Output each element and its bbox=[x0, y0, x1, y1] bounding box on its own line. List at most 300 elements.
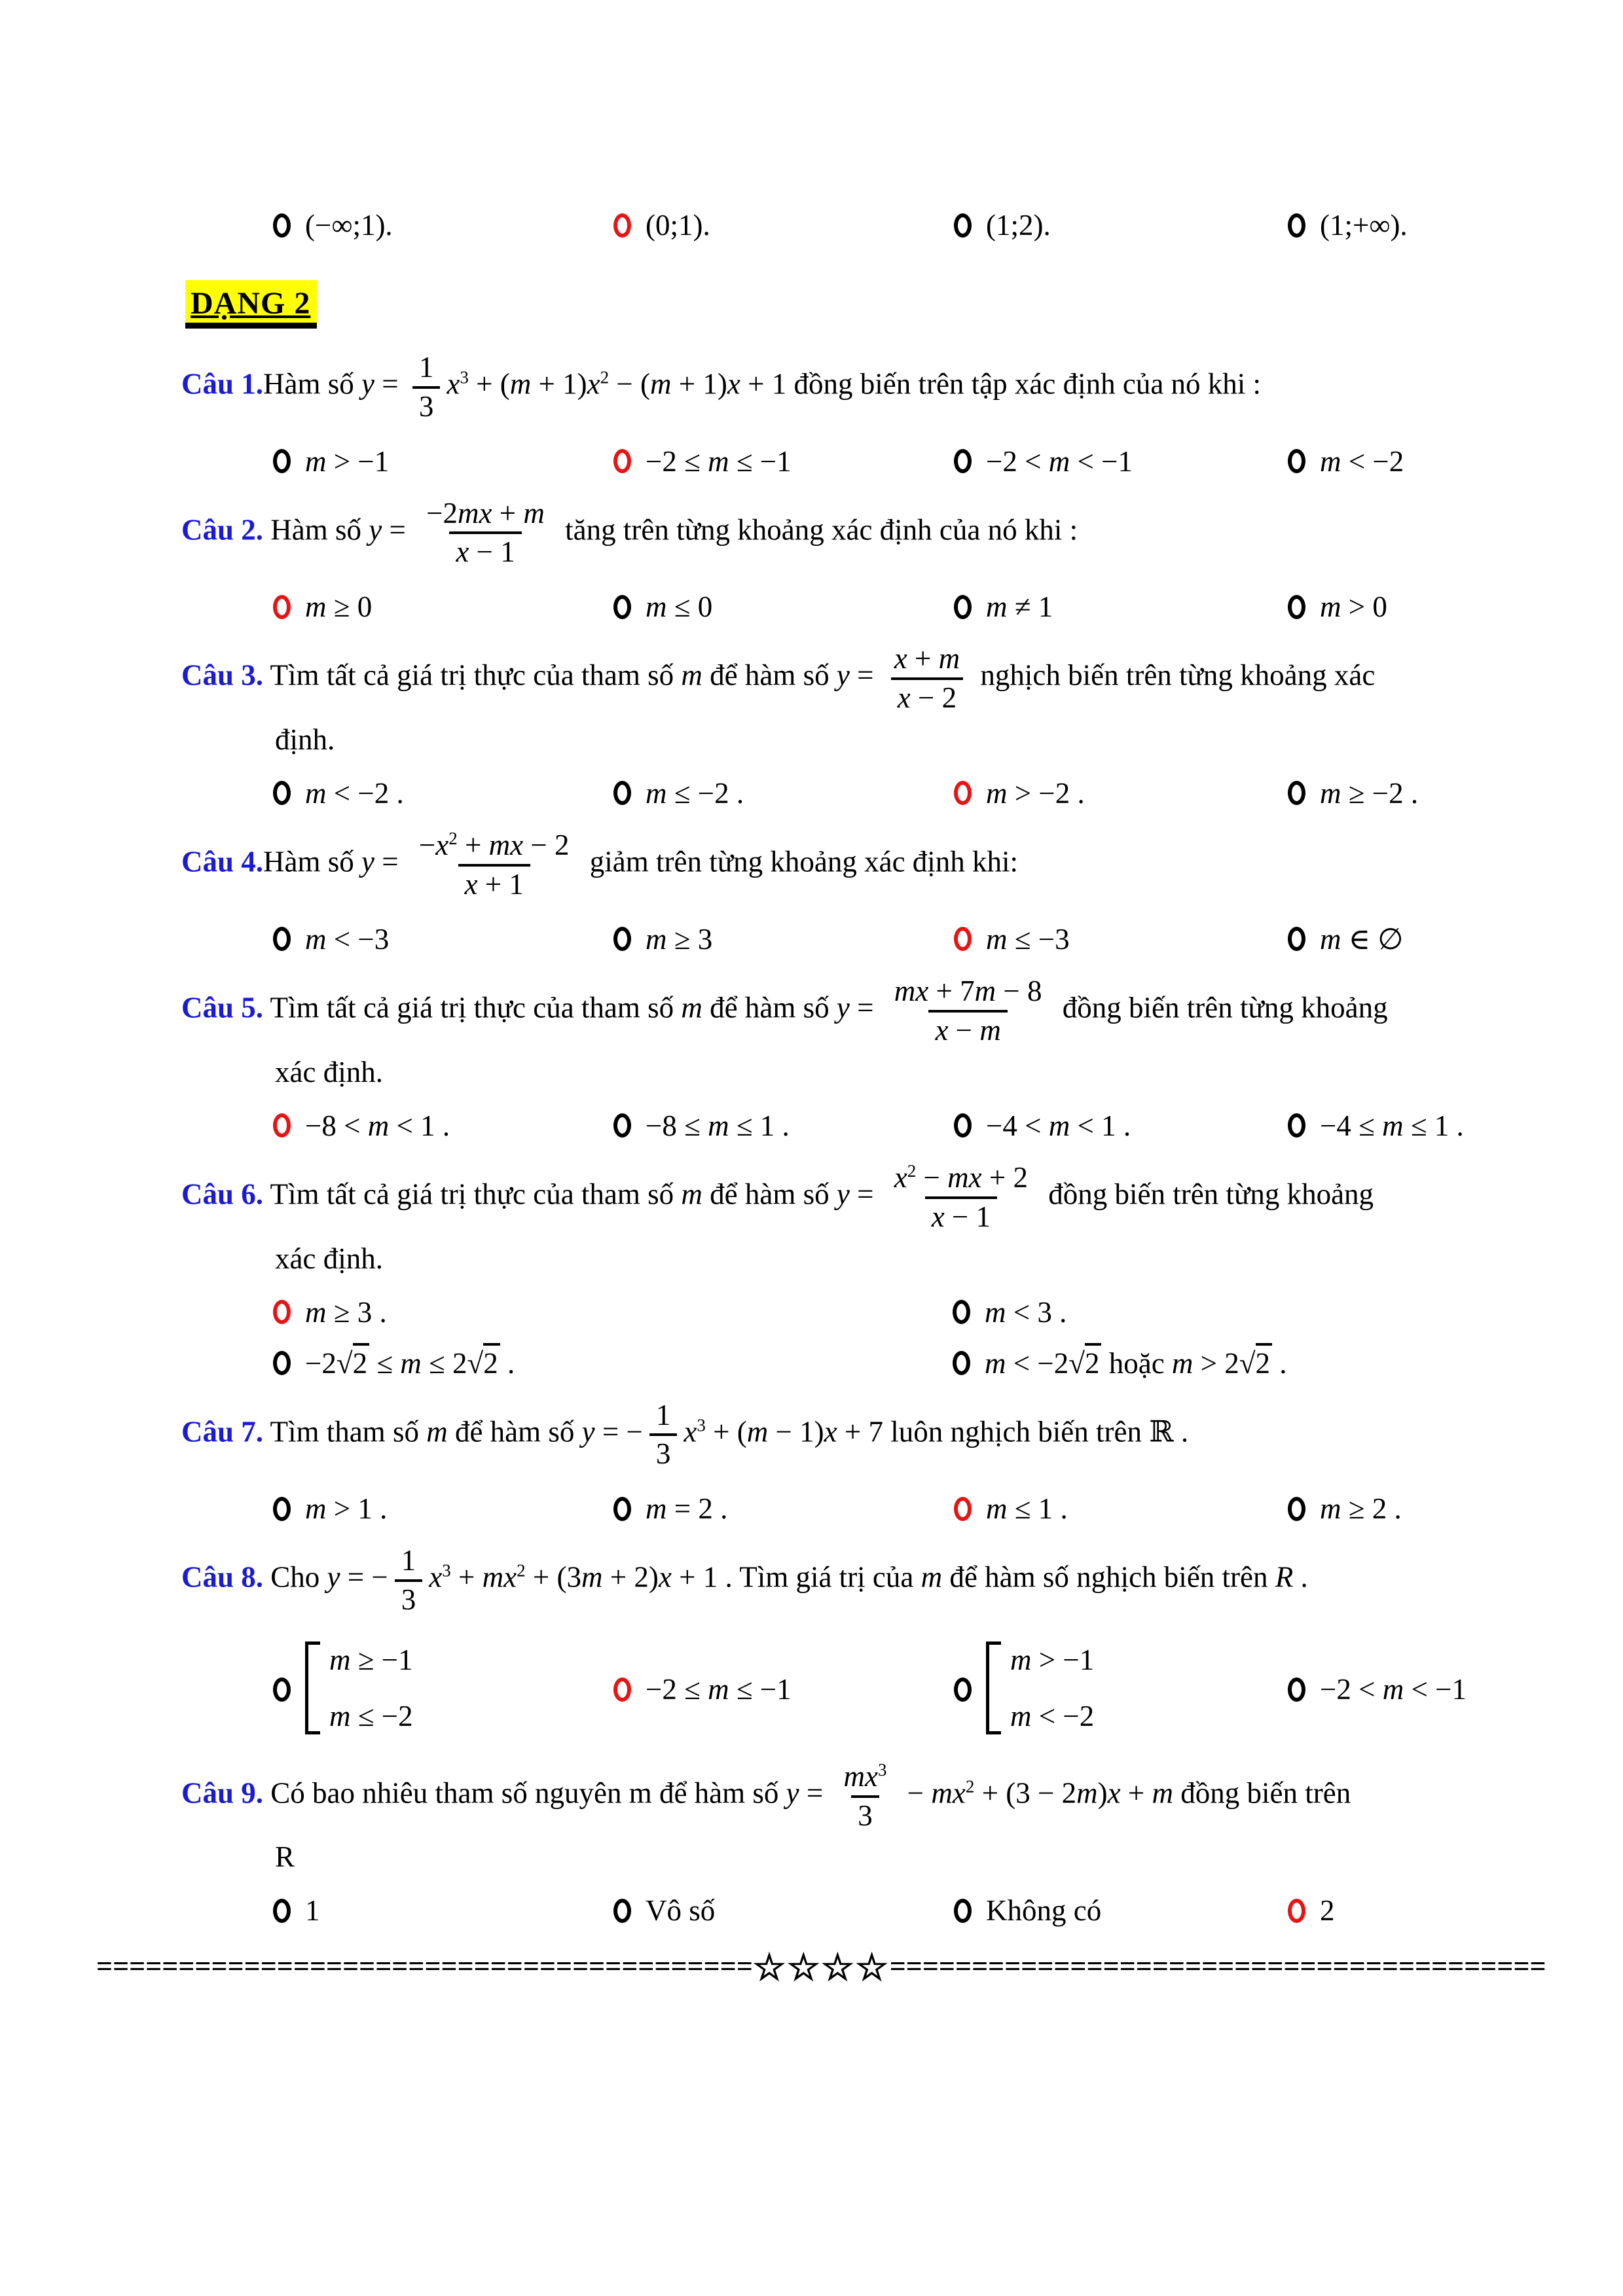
answer-radio-selected[interactable] bbox=[273, 595, 291, 619]
fraction-denominator bbox=[891, 677, 963, 713]
answer-text bbox=[305, 1638, 413, 1742]
answer-radio[interactable] bbox=[1288, 1497, 1305, 1521]
answer-radio-selected[interactable] bbox=[613, 1677, 631, 1702]
text-run: Hàm số bbox=[263, 367, 362, 401]
answer-options-row bbox=[273, 444, 1472, 478]
answer-radio[interactable] bbox=[1288, 1677, 1305, 1702]
section-heading-text: DẠNG 2 bbox=[191, 286, 311, 321]
text-run: đồng biến trên từng khoảng bbox=[1041, 1177, 1374, 1211]
answer-option[interactable] bbox=[1288, 922, 1472, 956]
fraction-numerator bbox=[888, 976, 1049, 1010]
answer-radio[interactable] bbox=[273, 1899, 291, 1923]
answer-option[interactable] bbox=[613, 444, 954, 478]
math-run: −4 < m < 1 . bbox=[986, 1109, 1131, 1142]
math-run: x − m bbox=[935, 1014, 1001, 1047]
answer-option[interactable] bbox=[1288, 590, 1472, 624]
question-body bbox=[181, 1397, 1472, 1473]
math-run: 1 bbox=[401, 1544, 416, 1577]
question-body bbox=[181, 1543, 1472, 1618]
answer-option[interactable] bbox=[613, 1893, 954, 1928]
math-run: + (m + 1)x bbox=[468, 367, 600, 401]
answer-radio[interactable] bbox=[613, 781, 631, 805]
fraction-numerator bbox=[412, 352, 441, 386]
math-run: m > 2 bbox=[1171, 1346, 1239, 1380]
math-run: y = − bbox=[327, 1560, 388, 1594]
answer-option[interactable] bbox=[273, 1492, 613, 1526]
answer-radio[interactable] bbox=[954, 1113, 972, 1138]
answer-radio-selected[interactable] bbox=[273, 1113, 291, 1138]
fraction-denominator bbox=[449, 531, 521, 567]
answer-radio-selected[interactable] bbox=[954, 781, 972, 805]
answer-text bbox=[305, 1109, 450, 1143]
answer-option[interactable] bbox=[273, 1893, 613, 1928]
answer-text bbox=[305, 1346, 515, 1380]
fraction-numerator bbox=[888, 1162, 1034, 1196]
question-label: Câu 9. bbox=[181, 1776, 264, 1810]
math-run: mx bbox=[843, 1759, 879, 1793]
answer-text bbox=[305, 444, 389, 478]
math-run: −2 bbox=[305, 1346, 337, 1380]
answer-text bbox=[986, 444, 1133, 478]
text-run: Vô số bbox=[646, 1894, 716, 1928]
question-8 bbox=[181, 1543, 1472, 1742]
answer-options-row bbox=[273, 1492, 1472, 1526]
text-run: đồng biến trên từng khoảng bbox=[1055, 992, 1388, 1024]
math-run: m ≤ 1 . bbox=[986, 1492, 1068, 1526]
answer-text bbox=[986, 1638, 1094, 1742]
answer-text bbox=[646, 1672, 792, 1706]
answer-option[interactable] bbox=[613, 590, 954, 624]
text-run: để hàm số bbox=[702, 992, 837, 1024]
math-run: m < −2 bbox=[985, 1346, 1069, 1380]
answer-text bbox=[1320, 1492, 1402, 1526]
answer-radio-selected[interactable] bbox=[273, 1300, 291, 1324]
question-9 bbox=[181, 1759, 1472, 1928]
math-run: −2 < m < −1 bbox=[1320, 1673, 1467, 1706]
math-run: − mx + 2 bbox=[916, 1160, 1028, 1194]
math-run: x bbox=[447, 367, 460, 401]
question-label: Câu 5. bbox=[181, 992, 264, 1024]
answer-text bbox=[305, 590, 372, 624]
superscript: 2 bbox=[965, 1776, 975, 1797]
math-run: −2 < m < −1 bbox=[986, 444, 1133, 478]
question-body bbox=[181, 1160, 1472, 1235]
fraction bbox=[395, 1545, 423, 1615]
answer-option[interactable] bbox=[1288, 776, 1472, 810]
fraction-numerator bbox=[837, 1761, 894, 1795]
answer-option[interactable] bbox=[273, 922, 613, 956]
math-run: 3 bbox=[655, 1437, 671, 1471]
answer-radio[interactable] bbox=[1288, 449, 1305, 473]
question-body bbox=[181, 350, 1472, 425]
text-run: định. bbox=[275, 723, 335, 756]
answer-option[interactable] bbox=[954, 1638, 1288, 1742]
answer-option[interactable] bbox=[613, 1492, 954, 1526]
math-run: 1 bbox=[418, 351, 434, 384]
answer-radio[interactable] bbox=[1288, 927, 1305, 951]
fraction bbox=[837, 1761, 894, 1831]
answer-option[interactable] bbox=[613, 922, 954, 956]
math-run: m = 2 . bbox=[646, 1492, 728, 1526]
system-line: m ≥ −1 bbox=[329, 1643, 413, 1676]
answer-text bbox=[305, 1893, 320, 1928]
question-1 bbox=[181, 350, 1472, 478]
text-run: Hàm số bbox=[263, 513, 369, 547]
answer-options-row bbox=[273, 1295, 1472, 1380]
text-run: hoặc bbox=[1101, 1346, 1172, 1380]
math-run: −2 ≤ m ≤ −1 bbox=[646, 1673, 792, 1706]
text-run: . Tìm giá trị của bbox=[725, 1560, 921, 1594]
math-run: −8 < m < 1 . bbox=[305, 1109, 450, 1142]
answer-radio[interactable] bbox=[273, 1497, 291, 1521]
math-run: m bbox=[921, 1560, 943, 1594]
separator-line bbox=[96, 1950, 1622, 1986]
math-run: 3 bbox=[401, 1583, 416, 1616]
text-run: nghịch biến trên từng khoảng xác bbox=[973, 658, 1376, 692]
text-run: . bbox=[1293, 1560, 1308, 1594]
sqrt-radical-icon: √ bbox=[336, 1346, 353, 1380]
question-continuation bbox=[275, 723, 1472, 757]
answer-radio[interactable] bbox=[613, 1113, 631, 1138]
answer-radio[interactable] bbox=[273, 1351, 291, 1375]
answer-radio[interactable] bbox=[1288, 595, 1305, 619]
math-run: − mx bbox=[900, 1776, 966, 1810]
left-bracket-icon bbox=[986, 1641, 1001, 1734]
answer-radio[interactable] bbox=[613, 927, 631, 951]
math-run: m > −1 bbox=[305, 444, 390, 478]
text-run: Có bao nhiêu tham số nguyên m để hàm số bbox=[263, 1776, 786, 1810]
answer-option[interactable] bbox=[273, 1295, 953, 1329]
answer-text bbox=[985, 1346, 1287, 1380]
answer-option[interactable] bbox=[1288, 444, 1472, 478]
math-run: + (m − 1)x + 7 bbox=[705, 1415, 891, 1448]
answer-radio-selected[interactable] bbox=[1288, 1899, 1305, 1923]
sqrt-argument: 2 bbox=[483, 1343, 500, 1380]
question-body bbox=[181, 827, 1472, 903]
answer-text bbox=[1320, 776, 1418, 810]
math-run: y = − bbox=[581, 1415, 643, 1448]
math-run: m ≤ −2 . bbox=[646, 776, 744, 810]
answer-text bbox=[646, 776, 744, 810]
math-run: m ≠ 1 bbox=[986, 590, 1053, 624]
math-run: 1 bbox=[655, 1398, 671, 1431]
superscript: 3 bbox=[697, 1415, 706, 1435]
fraction-denominator bbox=[412, 386, 441, 422]
sqrt-radical-icon: √ bbox=[467, 1346, 484, 1380]
math-run: m ≤ −3 bbox=[986, 922, 1070, 956]
math-run: m ≥ −2 . bbox=[1320, 776, 1419, 810]
system-line: m > −1 bbox=[1010, 1643, 1095, 1676]
answer-radio[interactable] bbox=[613, 1899, 631, 1923]
math-run: 2 bbox=[1320, 1894, 1335, 1928]
answer-option[interactable] bbox=[613, 1672, 954, 1706]
superscript: 2 bbox=[907, 1160, 917, 1181]
sqrt-argument: 2 bbox=[1256, 1343, 1273, 1380]
text-run: đồng biến trên bbox=[1180, 1776, 1351, 1810]
equation-system bbox=[986, 1638, 1094, 1738]
answer-options-row bbox=[273, 922, 1472, 956]
answer-radio[interactable] bbox=[954, 1677, 972, 1702]
math-run: −4 ≤ m ≤ 1 . bbox=[1320, 1109, 1464, 1142]
question-body bbox=[181, 973, 1472, 1049]
answer-radio[interactable] bbox=[954, 213, 972, 238]
answer-option[interactable] bbox=[954, 922, 1288, 956]
sqrt bbox=[1068, 1343, 1101, 1380]
text-run: Không có bbox=[986, 1894, 1102, 1928]
answer-option[interactable] bbox=[1288, 1492, 1472, 1526]
text-run: Cho bbox=[263, 1560, 327, 1594]
answer-text bbox=[986, 590, 1053, 624]
math-run: + (3m + 2)x + 1 bbox=[525, 1560, 725, 1594]
math-run: (0;1). bbox=[646, 209, 710, 242]
answer-radio-selected[interactable] bbox=[613, 213, 631, 238]
sqrt bbox=[337, 1343, 369, 1380]
answer-radio[interactable] bbox=[953, 1300, 970, 1324]
question-label: Câu 8. bbox=[181, 1560, 264, 1594]
system-line: m ≤ −2 bbox=[329, 1699, 413, 1732]
answer-radio[interactable] bbox=[613, 1497, 631, 1521]
answer-text bbox=[305, 208, 393, 242]
answer-option[interactable] bbox=[953, 1295, 1472, 1329]
answer-option[interactable] bbox=[954, 1492, 1288, 1526]
math-run: y = bbox=[836, 658, 881, 692]
superscript: 2 bbox=[517, 1560, 526, 1581]
question-body bbox=[181, 641, 1472, 716]
math-run: (−∞;1). bbox=[305, 209, 393, 242]
answer-radio[interactable] bbox=[1288, 213, 1305, 238]
math-run: m ≥ 3 bbox=[646, 922, 713, 956]
math-run: m > 1 . bbox=[305, 1492, 388, 1526]
star-divider: ☆☆☆☆ bbox=[752, 1950, 890, 1987]
answer-option[interactable] bbox=[273, 208, 613, 242]
sqrt-argument: 2 bbox=[1085, 1343, 1102, 1380]
answer-text bbox=[1320, 1893, 1335, 1928]
math-run: + (3 − 2m)x + m bbox=[974, 1776, 1174, 1810]
math-run: m bbox=[681, 658, 702, 692]
answer-option[interactable] bbox=[954, 444, 1288, 478]
math-run: . bbox=[1272, 1346, 1287, 1380]
question-body bbox=[181, 1759, 1472, 1834]
question-continuation bbox=[275, 1840, 1472, 1874]
superscript: 2 bbox=[600, 367, 610, 387]
question-label: Câu 3. bbox=[181, 658, 264, 692]
question-label: Câu 6. bbox=[181, 1177, 264, 1211]
answer-option[interactable] bbox=[1288, 1109, 1472, 1143]
answer-radio[interactable] bbox=[1288, 1113, 1305, 1138]
fraction bbox=[888, 1162, 1034, 1232]
answer-text bbox=[646, 1893, 715, 1928]
question-continuation bbox=[275, 1055, 1472, 1089]
text-run: Tìm tất cả giá trị thực của tham số bbox=[263, 1177, 682, 1211]
question-label: Câu 1. bbox=[181, 367, 264, 401]
math-run: m ∈ ∅ bbox=[1320, 923, 1404, 956]
answer-radio[interactable] bbox=[954, 595, 972, 619]
math-run: R bbox=[1275, 1560, 1294, 1594]
answer-radio[interactable] bbox=[273, 449, 291, 473]
answer-option[interactable] bbox=[273, 1109, 613, 1143]
answer-option[interactable] bbox=[613, 208, 954, 242]
fraction-denominator bbox=[925, 1196, 997, 1232]
system-lines bbox=[1010, 1638, 1094, 1738]
answer-radio[interactable] bbox=[273, 781, 291, 805]
math-run: + mx − 2 bbox=[457, 828, 570, 861]
fraction-numerator bbox=[420, 498, 551, 532]
math-run: 3 bbox=[858, 1799, 873, 1832]
answer-option[interactable] bbox=[273, 1346, 953, 1380]
math-run: m > −2 . bbox=[986, 776, 1085, 810]
math-run: m < −2 bbox=[1320, 444, 1404, 478]
math-run: −x bbox=[418, 828, 449, 861]
answer-radio[interactable] bbox=[273, 927, 291, 951]
math-run: x bbox=[894, 1160, 907, 1194]
fraction-denominator bbox=[458, 864, 530, 900]
math-run: mx + 7m − 8 bbox=[894, 975, 1042, 1008]
answer-text bbox=[1320, 590, 1387, 624]
sqrt-radical-icon: √ bbox=[1068, 1346, 1085, 1380]
sqrt bbox=[1239, 1343, 1272, 1380]
fraction bbox=[412, 830, 576, 900]
math-run: m bbox=[426, 1415, 448, 1448]
fraction-numerator bbox=[412, 830, 576, 864]
answer-text bbox=[646, 590, 712, 624]
math-run: x bbox=[429, 1560, 443, 1594]
math-run: m bbox=[681, 992, 702, 1024]
math-run: . bbox=[500, 1346, 515, 1380]
answer-radio-selected[interactable] bbox=[954, 1497, 972, 1521]
answer-option[interactable] bbox=[954, 776, 1288, 810]
answer-radio-selected[interactable] bbox=[613, 449, 631, 473]
answer-option[interactable] bbox=[273, 444, 613, 478]
question-label: Câu 7. bbox=[181, 1415, 264, 1448]
math-run: m ≥ 3 . bbox=[305, 1295, 387, 1329]
sqrt-argument: 2 bbox=[353, 1343, 370, 1380]
answer-option[interactable] bbox=[954, 208, 1288, 242]
fraction-numerator bbox=[649, 1400, 678, 1434]
answer-option[interactable] bbox=[613, 1109, 954, 1143]
answer-option[interactable] bbox=[953, 1346, 1472, 1380]
answer-options-row bbox=[273, 776, 1472, 810]
answer-option[interactable] bbox=[954, 1109, 1288, 1143]
answer-options-row bbox=[273, 1109, 1472, 1143]
answer-option[interactable] bbox=[954, 590, 1288, 624]
answer-option[interactable] bbox=[273, 590, 613, 624]
text-run: để hàm số nghịch biến trên bbox=[942, 1560, 1275, 1594]
math-run: x − 1 bbox=[456, 535, 515, 569]
answer-radio[interactable] bbox=[1288, 781, 1305, 805]
answer-radio[interactable] bbox=[954, 1899, 972, 1923]
question-label: Câu 2. bbox=[181, 513, 264, 547]
text-run: giảm trên từng khoảng xác định khi: bbox=[582, 845, 1019, 878]
answer-radio-selected[interactable] bbox=[954, 927, 972, 951]
math-run: y = bbox=[361, 367, 406, 401]
math-run: − (m + 1)x + 1 bbox=[609, 367, 794, 401]
answer-option[interactable] bbox=[1288, 1893, 1472, 1928]
math-run: ℝ bbox=[1149, 1415, 1174, 1448]
answer-text bbox=[1320, 444, 1404, 478]
answer-text bbox=[305, 922, 389, 956]
question-label: Câu 4. bbox=[181, 845, 264, 878]
answer-radio[interactable] bbox=[273, 1677, 291, 1702]
superscript: 3 bbox=[878, 1759, 887, 1780]
answer-text bbox=[1320, 1109, 1464, 1143]
answer-options-row bbox=[273, 1638, 1472, 1742]
fraction bbox=[888, 643, 966, 713]
answer-text bbox=[646, 444, 792, 478]
text-run: tăng trên từng khoảng xác định của nó khi : bbox=[557, 513, 1078, 547]
fraction bbox=[649, 1400, 678, 1470]
math-run: m < −2 . bbox=[305, 776, 404, 810]
question-7 bbox=[181, 1397, 1472, 1526]
math-run: y = bbox=[786, 1776, 831, 1810]
answer-text bbox=[646, 1492, 727, 1526]
question-3 bbox=[181, 641, 1472, 810]
math-run: −2 ≤ m ≤ −1 bbox=[646, 444, 792, 478]
text-run: Hàm số bbox=[263, 845, 362, 878]
text-run: xác định. bbox=[275, 1055, 383, 1088]
answer-radio[interactable] bbox=[273, 213, 291, 238]
fraction bbox=[888, 976, 1049, 1046]
fraction-denominator bbox=[851, 1795, 879, 1831]
answer-text bbox=[305, 776, 404, 810]
text-run: luôn nghịch biến trên bbox=[890, 1415, 1150, 1448]
superscript: 3 bbox=[442, 1560, 451, 1581]
section-heading bbox=[185, 280, 317, 329]
math-run: (1;2). bbox=[986, 209, 1051, 242]
answer-option[interactable] bbox=[273, 776, 613, 810]
answer-text bbox=[646, 1109, 790, 1143]
separator-equals-left: ======================================== bbox=[96, 1950, 753, 1983]
answer-radio[interactable] bbox=[613, 595, 631, 619]
fraction bbox=[420, 498, 551, 568]
question-body bbox=[181, 495, 1472, 571]
math-run: + mx bbox=[450, 1560, 517, 1594]
answer-text bbox=[1320, 922, 1404, 956]
text-run: để hàm số bbox=[702, 658, 837, 692]
math-run: x − 2 bbox=[897, 681, 957, 714]
fraction-denominator bbox=[649, 1433, 678, 1469]
question-2 bbox=[181, 495, 1472, 624]
fraction-denominator bbox=[395, 1579, 423, 1615]
answer-option[interactable] bbox=[954, 1893, 1288, 1928]
answer-text bbox=[305, 1492, 387, 1526]
answer-option[interactable] bbox=[273, 1638, 613, 1742]
text-run: để hàm số bbox=[702, 1177, 837, 1211]
left-bracket-icon bbox=[305, 1641, 320, 1734]
separator-equals-right: ======================================== bbox=[889, 1950, 1546, 1983]
answer-option[interactable] bbox=[1288, 208, 1472, 242]
question-5 bbox=[181, 973, 1472, 1143]
equation-system bbox=[305, 1638, 413, 1738]
answer-radio[interactable] bbox=[954, 449, 972, 473]
text-run: đồng biến trên tập xác định của nó khi : bbox=[793, 367, 1262, 401]
superscript: 3 bbox=[460, 367, 469, 387]
answer-options-row bbox=[273, 1893, 1472, 1928]
answer-text bbox=[985, 1295, 1067, 1329]
math-run: (1;+∞). bbox=[1320, 209, 1408, 242]
math-run: x + 1 bbox=[464, 867, 524, 901]
question-list bbox=[181, 350, 1472, 1928]
answer-option[interactable] bbox=[1288, 1672, 1472, 1706]
answer-option[interactable] bbox=[613, 776, 954, 810]
answer-text bbox=[1320, 1672, 1467, 1706]
text-run: Tìm tham số bbox=[263, 1415, 427, 1448]
math-run: −8 ≤ m ≤ 1 . bbox=[646, 1109, 790, 1142]
math-run: m < −3 bbox=[305, 922, 390, 956]
answer-radio[interactable] bbox=[953, 1351, 970, 1375]
answer-text bbox=[986, 922, 1070, 956]
math-run: −2mx + m bbox=[426, 496, 545, 529]
math-run: y = bbox=[369, 513, 414, 547]
